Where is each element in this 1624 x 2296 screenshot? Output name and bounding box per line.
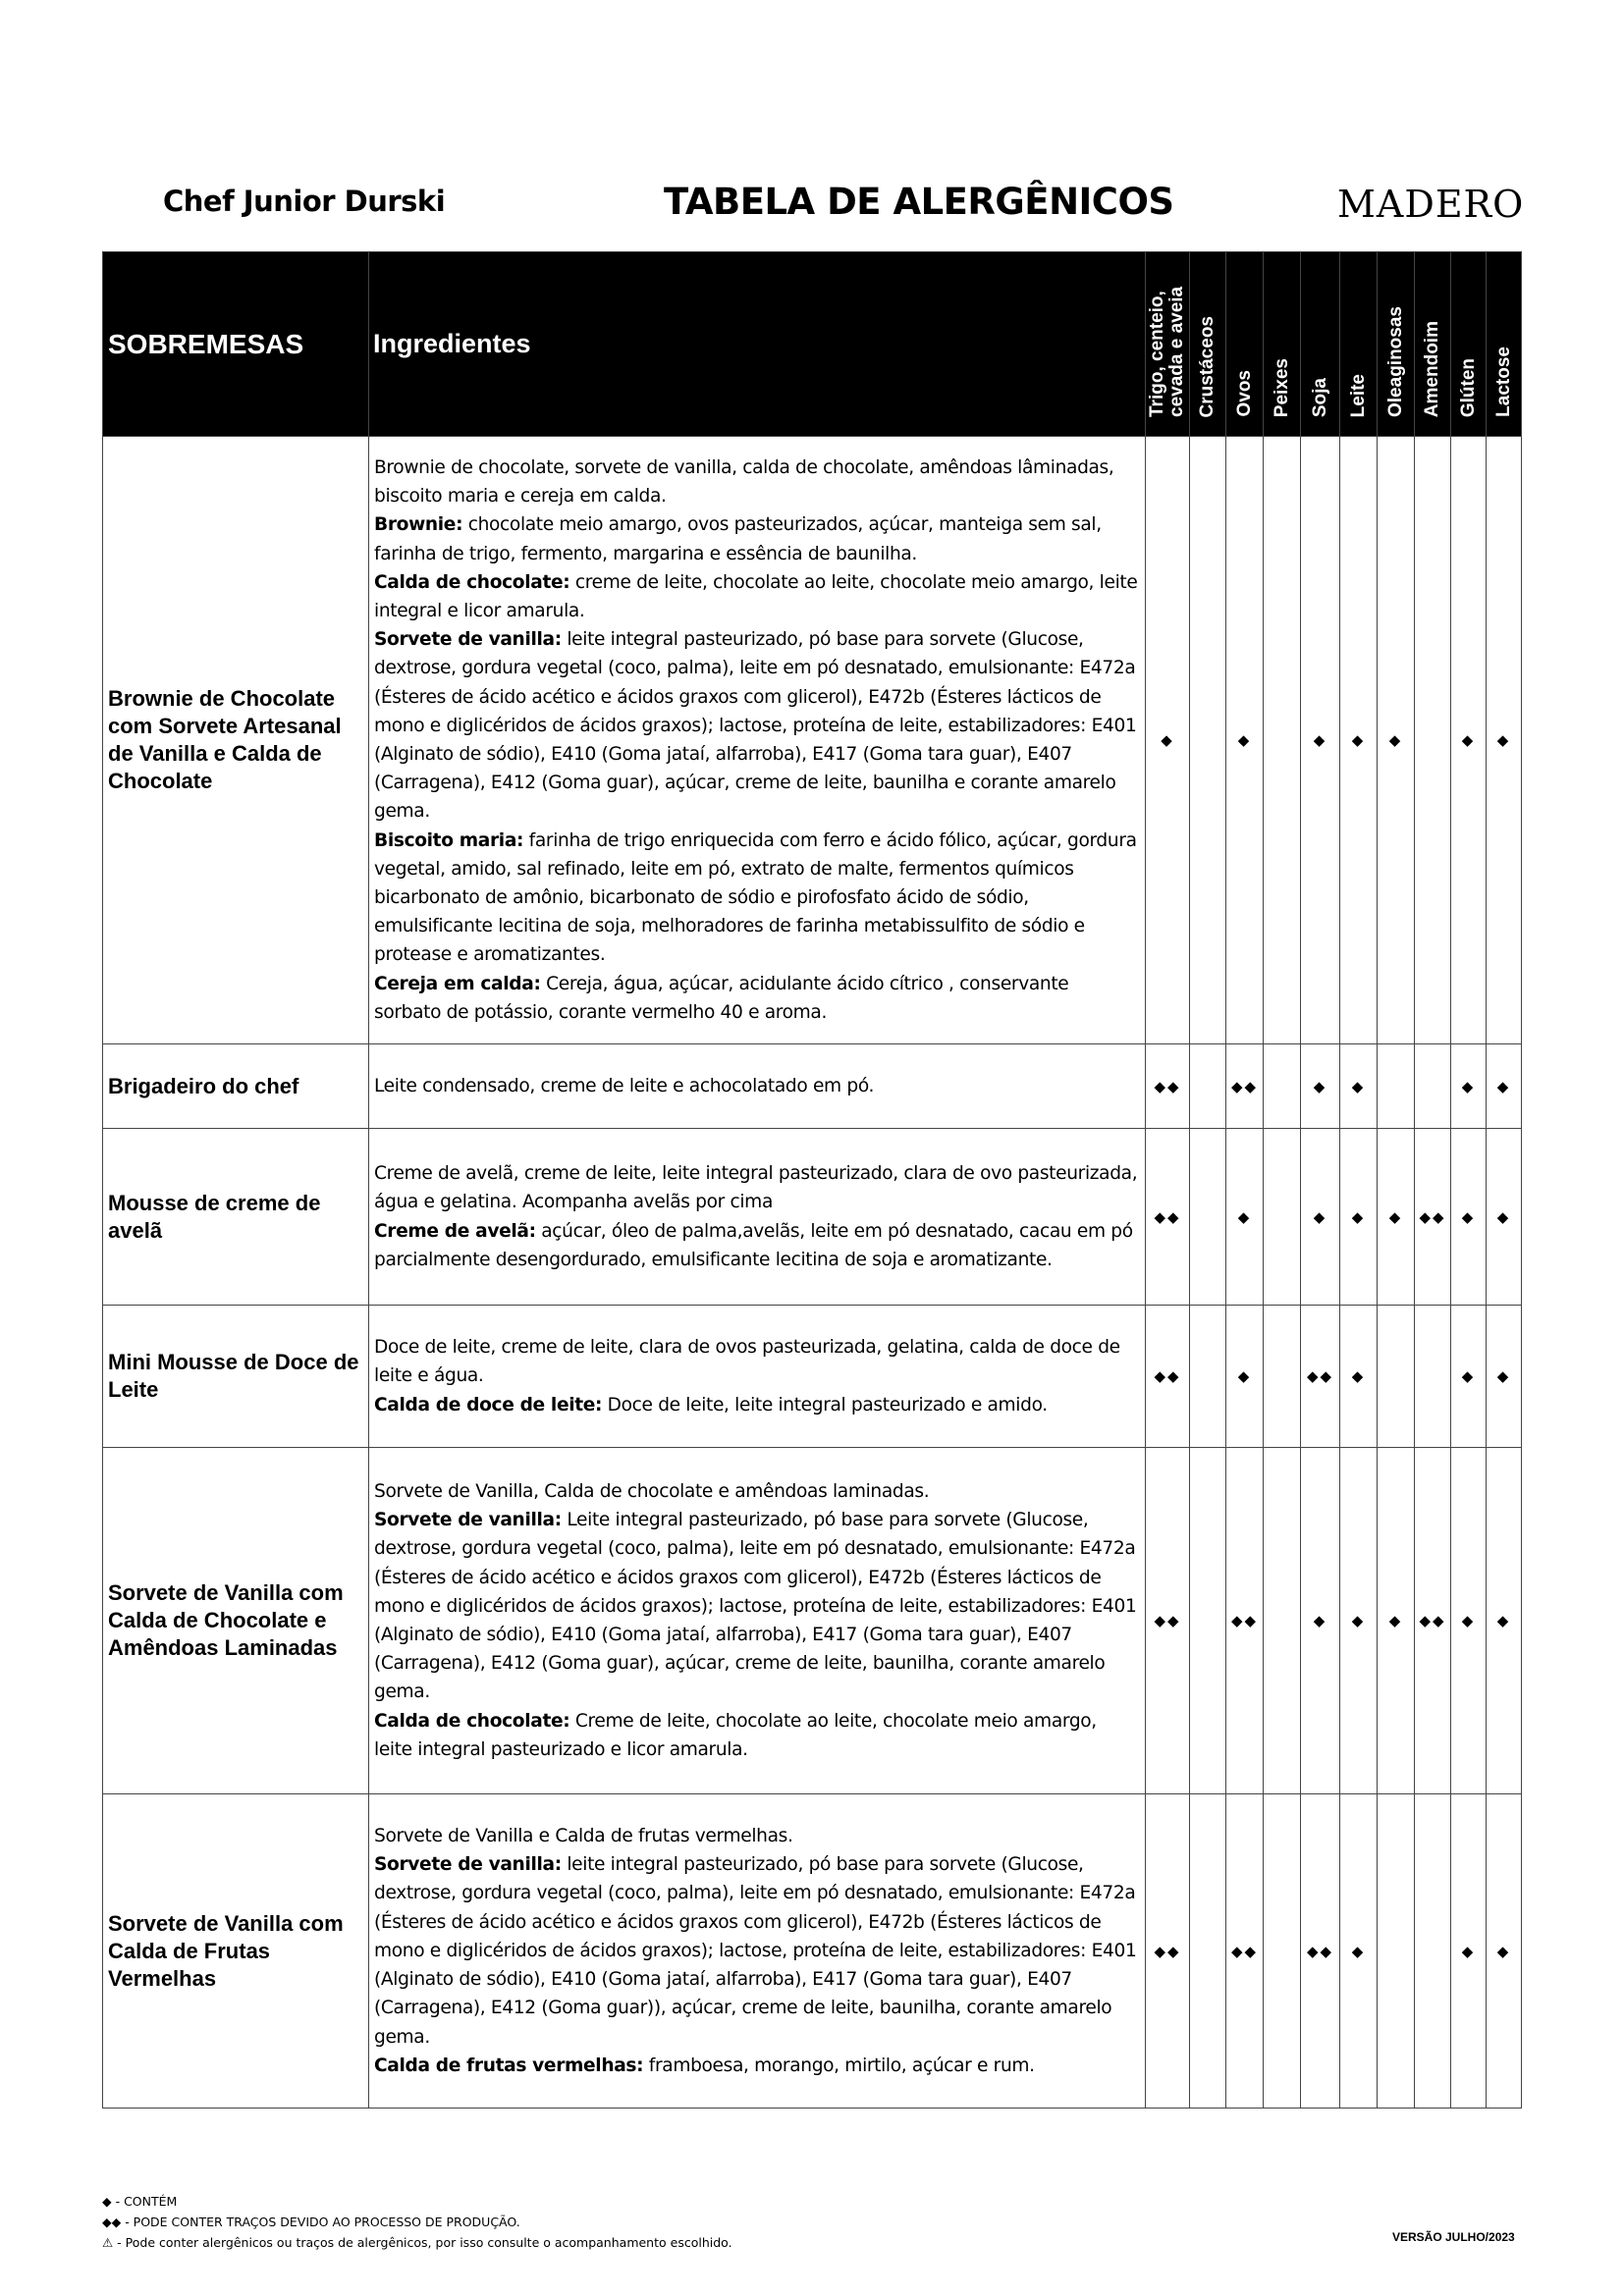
allergen-mark: ◆◆ [1146,1129,1190,1306]
ingredient-paragraph [374,1217,1140,1274]
dessert-name: Brownie de Chocolate com Sorvete Artesanal de Vanilla e Calda de Chocolate [103,437,369,1044]
allergen-mark [1415,437,1451,1044]
allergen-mark: ◆ [1487,1448,1522,1794]
ingredient-label: Brownie: [374,514,463,536]
allergen-mark [1264,1306,1301,1448]
ingredient-paragraph [374,1477,1140,1506]
allergen-mark [1415,1044,1451,1129]
allergen-mark: ◆ [1340,1306,1378,1448]
ingredient-label: Calda de doce de leite: [374,1394,603,1415]
allergen-mark: ◆ [1451,1044,1487,1129]
table-row [103,437,1522,1044]
allergen-mark [1190,1129,1226,1306]
allergen-mark [1264,437,1301,1044]
allergen-mark [1264,1794,1301,2109]
allergen-mark: ◆ [1451,1306,1487,1448]
ingredient-text: açúcar, óleo de palma,avelãs, leite em pó desnatado, cacau em pó parcialmente desengordurado, emulsificante lecitina de soja e aromatizante. [374,1220,1133,1270]
ingredient-paragraph [374,568,1140,625]
ingredient-text: farinha de trigo enriquecida com ferro e ácido fólico, açúcar, gordura vegetal, amido, sal refinado, leite em pó, extrato de malte, fermentos químicos bicarbonato de amônio, bicarbonato de sódio e pirofosfato ácido de sódio, emulsificante lecitina de soja, melhoradores de farinha metabissulfito de sódio e protease e aromatizantes. [374,829,1137,966]
allergen-mark [1264,1448,1301,1794]
table-row [103,1794,1522,2109]
allergen-label: Leite [1347,373,1369,417]
dessert-name: Mini Mousse de Doce de Leite [103,1306,369,1448]
dessert-name: Sorvete de Vanilla com Calda de Frutas Vermelhas [103,1794,369,2109]
allergen-mark: ◆ [1340,437,1378,1044]
ingredient-label: Cereja em calda: [374,973,541,994]
allergen-mark [1190,1794,1226,2109]
allergen-mark: ◆ [1146,437,1190,1044]
allergen-mark [1264,1044,1301,1129]
ingredients-cell [369,1448,1146,1794]
ingredient-label: Sorvete de vanilla: [374,1510,562,1531]
category-header: SOBREMESAS [103,252,369,437]
ingredient-paragraph [374,510,1140,567]
ingredient-paragraph [374,1072,1140,1100]
allergen-mark: ◆ [1487,1044,1522,1129]
allergen-header [1451,252,1487,437]
ingredient-paragraph [374,827,1140,970]
allergen-label: Crustáceos [1197,315,1218,417]
allergen-mark: ◆ [1487,437,1522,1044]
allergen-header [1226,252,1264,437]
legend-contains: ◆ - CONTÉM [102,2194,178,2209]
allergen-mark: ◆ [1301,437,1340,1044]
chef-name: Chef Junior Durski [163,185,446,218]
ingredient-paragraph [374,1707,1140,1764]
ingredient-text: leite integral pasteurizado, pó base para sorvete (Glucose, dextrose, gordura vegetal (coco, palma), leite em pó desnatado, emulsionante: E472a (Ésteres de ácido acético e ácidos graxos com glicerol), E472b (Ésteres lácticos de mono e diglicéridos de ácidos graxos); lactose, proteína de leite, estabilizadores: E401 (Alginato de sódio), E410 (Goma jataí, alfarroba), E417 (Goma tara guar), E407 (Carragena), E412 (Goma guar)), açúcar, creme de leite, baunilha, corante amarelo gema. [374,1854,1137,2048]
ingredient-text: Leite condensado, creme de leite e achocolatado em pó. [374,1075,875,1096]
allergen-mark: ◆ [1301,1129,1340,1306]
ingredients-cell [369,1794,1146,2109]
allergen-mark: ◆◆ [1146,1448,1190,1794]
allergen-mark: ◆ [1487,1306,1522,1448]
ingredient-paragraph [374,1333,1140,1390]
brand-logo: MADERO [1337,183,1525,226]
ingredient-text: Sorvete de Vanilla, Calda de chocolate e amêndoas laminadas. [374,1480,930,1502]
allergen-mark: ◆ [1340,1044,1378,1129]
allergen-mark: ◆ [1340,1794,1378,2109]
allergen-mark: ◆ [1340,1448,1378,1794]
allergen-mark [1415,1794,1451,2109]
allergen-mark: ◆ [1451,1448,1487,1794]
allergen-header [1340,252,1378,437]
ingredient-paragraph [374,1822,1140,1850]
dessert-name: Sorvete de Vanilla com Calda de Chocolate e Amêndoas Laminadas [103,1448,369,1794]
allergen-header [1415,252,1451,437]
allergen-mark: ◆ [1451,1794,1487,2109]
allergen-mark: ◆◆ [1226,1794,1264,2109]
version-label: VERSÃO JULHO/2023 [1392,2230,1515,2244]
allergen-mark: ◆◆ [1301,1306,1340,1448]
ingredient-text: Brownie de chocolate, sorvete de vanilla, calda de chocolate, amêndoas lâminadas, biscoito maria e cereja em calda. [374,456,1114,507]
ingredient-text: Doce de leite, creme de leite, clara de ovos pasteurizada, gelatina, calda de doce de leite e água. [374,1337,1120,1387]
ingredients-cell [369,1129,1146,1306]
table-row [103,1129,1522,1306]
allergen-mark [1190,1306,1226,1448]
allergen-mark: ◆ [1301,1044,1340,1129]
allergen-mark: ◆◆ [1146,1794,1190,2109]
legend-traces: ◆◆ - PODE CONTER TRAÇOS DEVIDO AO PROCESSO DE PRODUÇÃO. [102,2215,520,2229]
allergen-label: Lactose [1492,347,1514,417]
ingredient-label: Sorvete de vanilla: [374,1854,562,1876]
allergen-mark: ◆◆ [1301,1794,1340,2109]
ingredient-text: Cereja, água, açúcar, acidulante ácido cítrico , conservante sorbato de potássio, corante vermelho 40 e aroma. [374,973,1069,1023]
allergen-header [1190,252,1226,437]
ingredient-paragraph [374,1159,1140,1216]
allergen-label: Glúten [1457,357,1479,417]
ingredient-text: Creme de leite, chocolate ao leite, chocolate meio amargo, leite integral pasteurizado e licor amarula. [374,1710,1097,1760]
allergen-mark: ◆◆ [1146,1044,1190,1129]
ingredient-label: Calda de chocolate: [374,1710,570,1732]
page-title: TABELA DE ALERGÊNICOS [664,181,1174,223]
allergen-mark [1415,1306,1451,1448]
allergen-table [102,251,1522,2109]
ingredient-text: Doce de leite, leite integral pasteurizado e amido. [602,1394,1048,1415]
dessert-name: Brigadeiro do chef [103,1044,369,1129]
ingredient-paragraph [374,1391,1140,1419]
allergen-header [1146,252,1190,437]
allergen-mark: ◆◆ [1146,1306,1190,1448]
allergen-mark [1190,1044,1226,1129]
allergen-mark: ◆ [1378,1129,1415,1306]
allergen-label: Amendoim [1422,320,1442,417]
allergen-mark: ◆◆ [1415,1129,1451,1306]
allergen-header [1264,252,1301,437]
ingredient-label: Creme de avelã: [374,1220,536,1242]
allergen-mark: ◆◆ [1226,1448,1264,1794]
allergen-mark [1190,1448,1226,1794]
ingredient-paragraph [374,2052,1140,2080]
allergen-mark: ◆ [1226,1129,1264,1306]
allergen-header [1301,252,1340,437]
allergen-mark: ◆ [1226,1306,1264,1448]
ingredients-cell [369,1044,1146,1129]
allergen-mark: ◆ [1451,437,1487,1044]
allergen-label: Soja [1309,377,1330,417]
dessert-name: Mousse de creme de avelã [103,1129,369,1306]
ingredient-paragraph [374,1506,1140,1706]
ingredient-text: Leite integral pasteurizado, pó base para sorvete (Glucose, dextrose, gordura vegetal (coco, palma), leite em pó desnatado, emulsionante: E472a (Ésteres de ácido acético e ácidos graxos com glicerol), E472b (Ésteres lácticos de mono e diglicéridos de ácidos graxos); lactose, proteína de leite, estabilizadores: E401 (Alginato de sódio), E410 (Goma jataí, alfarroba), E417 (Goma tara guar), E407 (Carragena), E412 (Goma guar), açúcar, creme de leite, baunilha, corante amarelo gema. [374,1510,1137,1703]
allergen-mark: ◆ [1340,1129,1378,1306]
allergen-mark: ◆ [1378,1448,1415,1794]
allergen-mark: ◆ [1378,437,1415,1044]
allergen-label: Ovos [1233,370,1255,417]
allergen-mark: ◆◆ [1415,1448,1451,1794]
allergen-mark [1378,1044,1415,1129]
allergen-mark: ◆ [1451,1129,1487,1306]
allergen-header [1487,252,1522,437]
allergen-mark: ◆◆ [1226,1044,1264,1129]
ingredient-paragraph [374,1850,1140,2051]
allergen-mark [1190,437,1226,1044]
ingredient-label: Biscoito maria: [374,829,524,851]
allergen-mark [1264,1129,1301,1306]
ingredient-text: chocolate meio amargo, ovos pasteurizados, açúcar, manteiga sem sal, farinha de trigo, fermento, margarina e essência de baunilha. [374,514,1102,564]
ingredient-paragraph [374,970,1140,1027]
ingredient-paragraph [374,454,1140,510]
table-row [103,1044,1522,1129]
legend-warning: ⚠ - Pode conter alergênicos ou traços de alergênicos, por isso consulte o acompanhamento escolhido. [102,2235,732,2250]
table-row [103,1448,1522,1794]
allergen-label: Trigo, centeio, cevada e aveia [1147,286,1187,417]
ingredients-header: Ingredientes [369,252,1146,437]
ingredients-cell [369,1306,1146,1448]
ingredient-text: Sorvete de Vanilla e Calda de frutas vermelhas. [374,1826,793,1847]
ingredient-label: Calda de frutas vermelhas: [374,2055,644,2076]
allergen-label: Oleaginosas [1384,306,1406,417]
allergen-header [1378,252,1415,437]
ingredient-text: Creme de avelã, creme de leite, leite integral pasteurizado, clara de ovo pasteurizada, água e gelatina. Acompanha avelãs por cima [374,1163,1138,1213]
legend [102,2191,732,2253]
ingredient-text: leite integral pasteurizado, pó base para sorvete (Glucose, dextrose, gordura vegetal (coco, palma), leite em pó desnatado, emulsionante: E472a (Ésteres de ácido acético e ácidos graxos com glicerol), E472b (Ésteres lácticos de mono e diglicéridos de ácidos graxos); lactose, proteína de leite, estabilizadores: E401 (Alginato de sódio), E410 (Goma jataí, alfarroba), E417 (Goma tara guar), E407 (Carragena), E412 (Goma guar), açúcar, creme de leite, baunilha e corante amarelo gema. [374,629,1137,823]
allergen-label: Peixes [1271,357,1292,417]
allergen-mark: ◆ [1487,1129,1522,1306]
ingredient-text: framboesa, morango, mirtilo, açúcar e rum. [643,2055,1035,2076]
allergen-mark [1378,1306,1415,1448]
allergen-mark: ◆ [1301,1448,1340,1794]
ingredient-text: creme de leite, chocolate ao leite, chocolate meio amargo, leite integral e licor amarula. [374,571,1138,621]
ingredient-paragraph [374,625,1140,826]
allergen-mark: ◆ [1226,437,1264,1044]
allergen-mark: ◆ [1487,1794,1522,2109]
ingredient-label: Sorvete de vanilla: [374,629,562,651]
table-row [103,1306,1522,1448]
ingredients-cell [369,437,1146,1044]
ingredient-label: Calda de chocolate: [374,571,570,593]
allergen-mark [1378,1794,1415,2109]
